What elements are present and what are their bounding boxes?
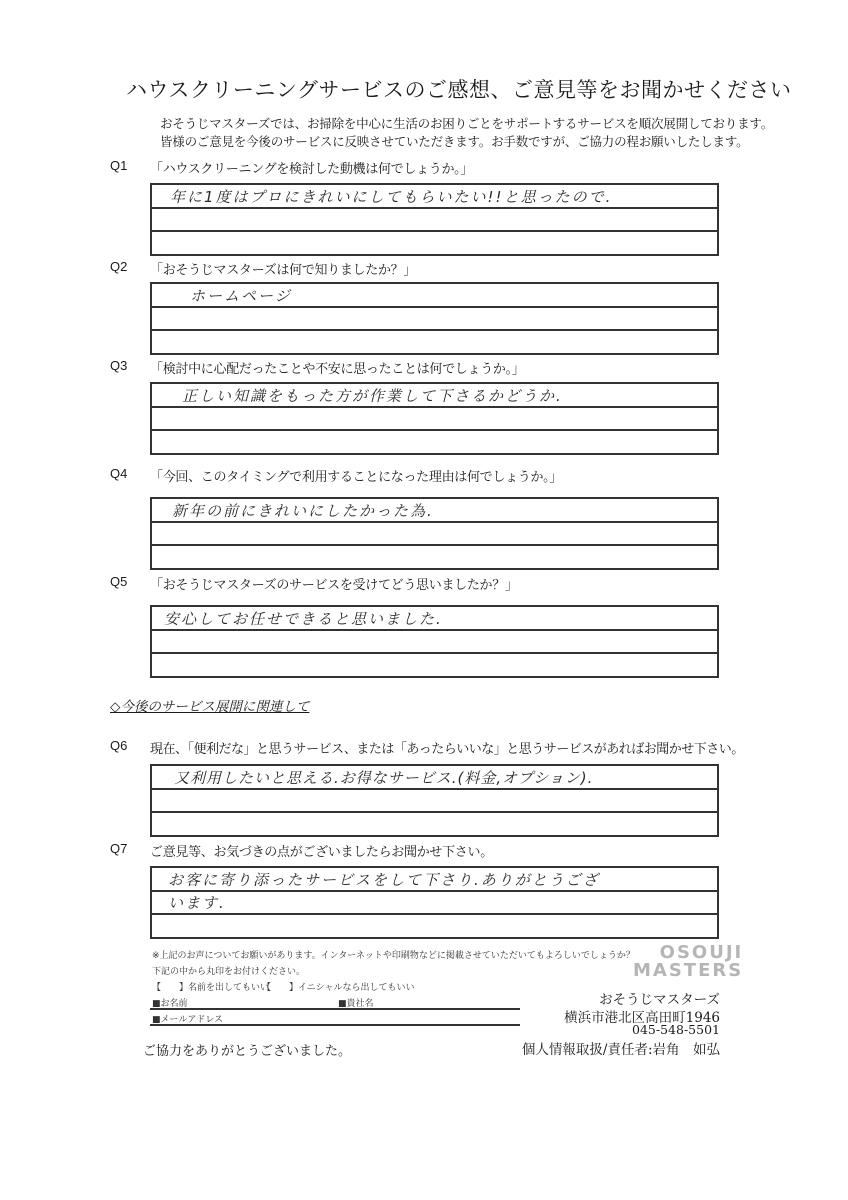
page-title [108,74,792,104]
consent-note: ※上記のお声についてお願いがあります。インターネットや印刷物などに掲載させていただいてもよろしいでしょうか？ [152,951,635,961]
answer-line[interactable] [152,431,717,453]
question-number: Q6 [110,738,128,753]
answer-line[interactable] [152,308,717,332]
question-number: Q1 [110,158,128,173]
handwritten-answer: お客に寄り添ったサービスをして下さり.ありがとうござ [168,870,600,889]
answer-box-q5[interactable] [150,605,719,678]
answer-box-q2[interactable] [150,282,719,355]
question-text: 「今回、このタイミングで利用することになった理由は何でしょうか。」 [150,470,563,485]
section-heading: ◇今後のサービス展開に関連して [110,699,310,715]
question-number: Q5 [110,574,128,589]
answer-line[interactable] [152,523,717,547]
question-text: 「おそうじマスターズは何で知りましたか？」 [150,263,417,278]
answer-box-q7[interactable] [150,866,719,939]
company-field-label: ■貴社名 [338,999,374,1009]
answer-line[interactable] [152,331,717,353]
handwritten-answer: 又利用したいと思える.お得なサービス.(料金,オプション). [174,768,594,787]
answer-line[interactable] [152,384,717,408]
question-text: 「おそうじマスターズのサービスを受けてどう思いましたか？」 [150,578,518,593]
handwritten-answer: ホームページ [190,286,292,305]
company-name: おそうじマスターズ [599,992,720,1008]
answer-box-q6[interactable] [150,764,719,837]
company-logo [633,944,743,980]
answer-line[interactable] [152,790,717,814]
company-address: 横浜市港北区高田町1946 [564,1010,720,1026]
answer-line[interactable] [152,284,717,308]
answer-line[interactable] [152,868,717,892]
company-phone: 045-548-5501 [632,1022,720,1037]
question-text: 「ハウスクリーニングを検討した動機は何でしょうか。」 [150,162,474,177]
answer-line[interactable] [152,813,717,835]
question-text: ご意見等、お気づきの点がございましたらお聞かせ下さい。 [150,845,493,860]
intro-line-1: おそうじマスターズでは、お掃除を中心に生活のお困りごとをサポートするサービスを順次展開しております。 [160,116,774,131]
consent-instruction: 下記の中から丸印をお付けください。 [152,967,306,977]
handwritten-answer: 新年の前にきれいにしたかった為. [172,501,434,520]
answer-line[interactable] [152,546,717,568]
option-name-checkbox[interactable]: 【 】名前を出してもいい [152,983,270,993]
question-number: Q3 [110,358,128,373]
handwritten-answer: 正しい知識をもった方が作業して下さるかどうか. [182,386,563,405]
intro-line-2: 皆様のご意見を今後のサービスに反映させていただきます。お手数ですが、ご協力の程お願いしたします。 [160,134,749,149]
question-number: Q4 [110,466,128,481]
answer-line[interactable] [152,499,717,523]
name-field-label: ■お名前 [152,999,188,1009]
answer-line[interactable] [152,408,717,432]
handwritten-answer: 年に1度はプロにきれいにしてもらいたい!!と思ったので. [170,187,613,206]
question-text: 現在、「便利だな」と思うサービス、または「あったらいいな」と思うサービスがあればお聞かせ下さい。 [150,742,744,757]
logo-line-1: OSOUJI [659,942,744,963]
name-field-line[interactable] [150,1008,520,1010]
answer-line[interactable] [152,209,717,233]
answer-line[interactable] [152,607,717,631]
page-title-text: ハウスクリーニングサービスのご感想、ご意見等をお聞かせください [126,78,792,102]
handwritten-answer: 安心してお任せできると思いました. [164,609,443,628]
answer-line[interactable] [152,631,717,655]
answer-line[interactable] [152,766,717,790]
option-initial-checkbox[interactable]: 【 】イニシャルなら出してもいい [262,983,415,993]
answer-line[interactable] [152,232,717,254]
answer-box-q1[interactable] [150,183,719,256]
answer-line[interactable] [152,915,717,937]
question-text: 「検討中に心配だったことや不安に思ったことは何でしょうか。」 [150,362,525,377]
email-field-label: ■メールアドレス [152,1015,224,1025]
handwritten-answer: います. [168,894,226,912]
question-number: Q7 [110,841,128,856]
answer-box-q4[interactable] [150,497,719,570]
logo-line-2: MASTERS [633,960,744,981]
answer-line[interactable] [152,892,717,916]
question-number: Q2 [110,259,128,274]
answer-box-q3[interactable] [150,382,719,455]
privacy-officer: 個人情報取扱/責任者:岩角 如弘 [521,1042,720,1058]
answer-line[interactable] [152,185,717,209]
answer-line[interactable] [152,654,717,676]
thanks-message: ご協力をありがとうございました。 [143,1044,352,1059]
email-field-line[interactable] [150,1024,520,1026]
